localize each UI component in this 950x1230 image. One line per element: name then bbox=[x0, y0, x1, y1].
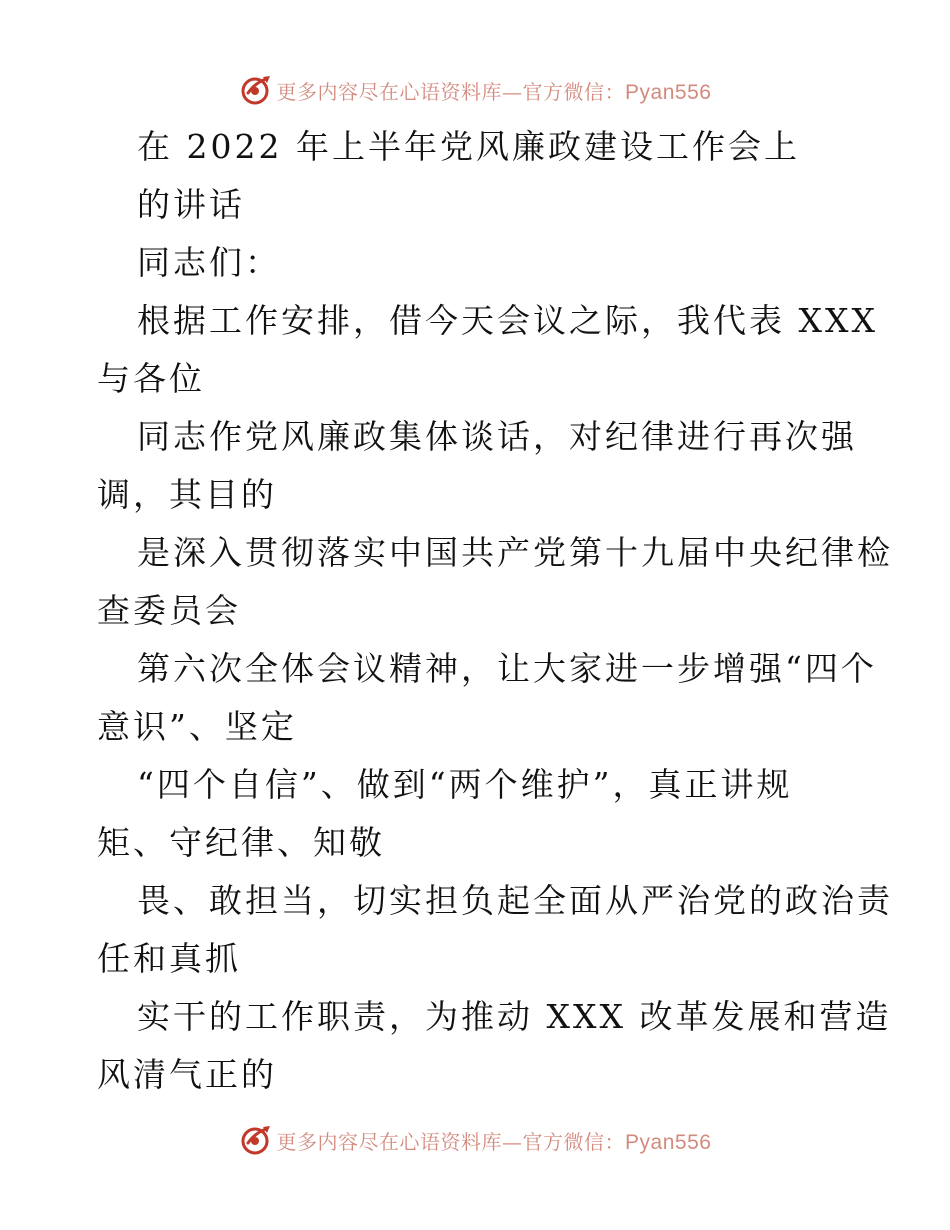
watermark-wechat-id: Pyan556 bbox=[625, 1130, 712, 1154]
paragraph-line: 与各位 bbox=[97, 359, 205, 398]
title-line-2: 的讲话 bbox=[137, 185, 245, 224]
paragraph-line: 意识”、坚定 bbox=[97, 707, 297, 746]
paragraph-line: 风清气正的 bbox=[97, 1055, 277, 1094]
pen-logo-icon bbox=[239, 1123, 273, 1157]
paragraph-line: 查委员会 bbox=[97, 591, 241, 630]
paragraph-line: 是深入贯彻落实中国共产党第十九届中央纪律检 bbox=[137, 533, 893, 572]
paragraph-line: 第六次全体会议精神，让大家进一步增强“四个 bbox=[137, 649, 877, 688]
paragraph-line: 任和真抓 bbox=[97, 939, 241, 978]
header-watermark bbox=[0, 70, 950, 110]
paragraph-line: 矩、守纪律、知敬 bbox=[97, 823, 385, 862]
title-line-1: 在 2022 年上半年党风廉政建设工作会上 bbox=[137, 127, 800, 166]
paragraph-line: 畏、敢担当，切实担负起全面从严治党的政治责 bbox=[137, 881, 893, 920]
paragraph-line: “四个自信”、做到“两个维护”，真正讲规 bbox=[137, 765, 793, 804]
salutation: 同志们： bbox=[137, 243, 281, 282]
watermark-text: 更多内容尽在心语资料库—官方微信：Pyan556 bbox=[276, 79, 712, 104]
paragraph-line: 实干的工作职责，为推动 XXX 改革发展和营造 bbox=[137, 997, 892, 1036]
paragraph-line: 根据工作安排，借今天会议之际，我代表 XXX bbox=[137, 301, 878, 340]
watermark-text: 更多内容尽在心语资料库—官方微信：Pyan556 bbox=[276, 1129, 712, 1154]
pen-logo-icon bbox=[239, 73, 273, 107]
watermark-wechat-id: Pyan556 bbox=[625, 80, 712, 104]
document-body bbox=[0, 118, 950, 1104]
paragraph-line: 调，其目的 bbox=[97, 475, 277, 514]
paragraph-line: 同志作党风廉政集体谈话，对纪律进行再次强 bbox=[137, 417, 857, 456]
footer-watermark bbox=[0, 1120, 950, 1160]
